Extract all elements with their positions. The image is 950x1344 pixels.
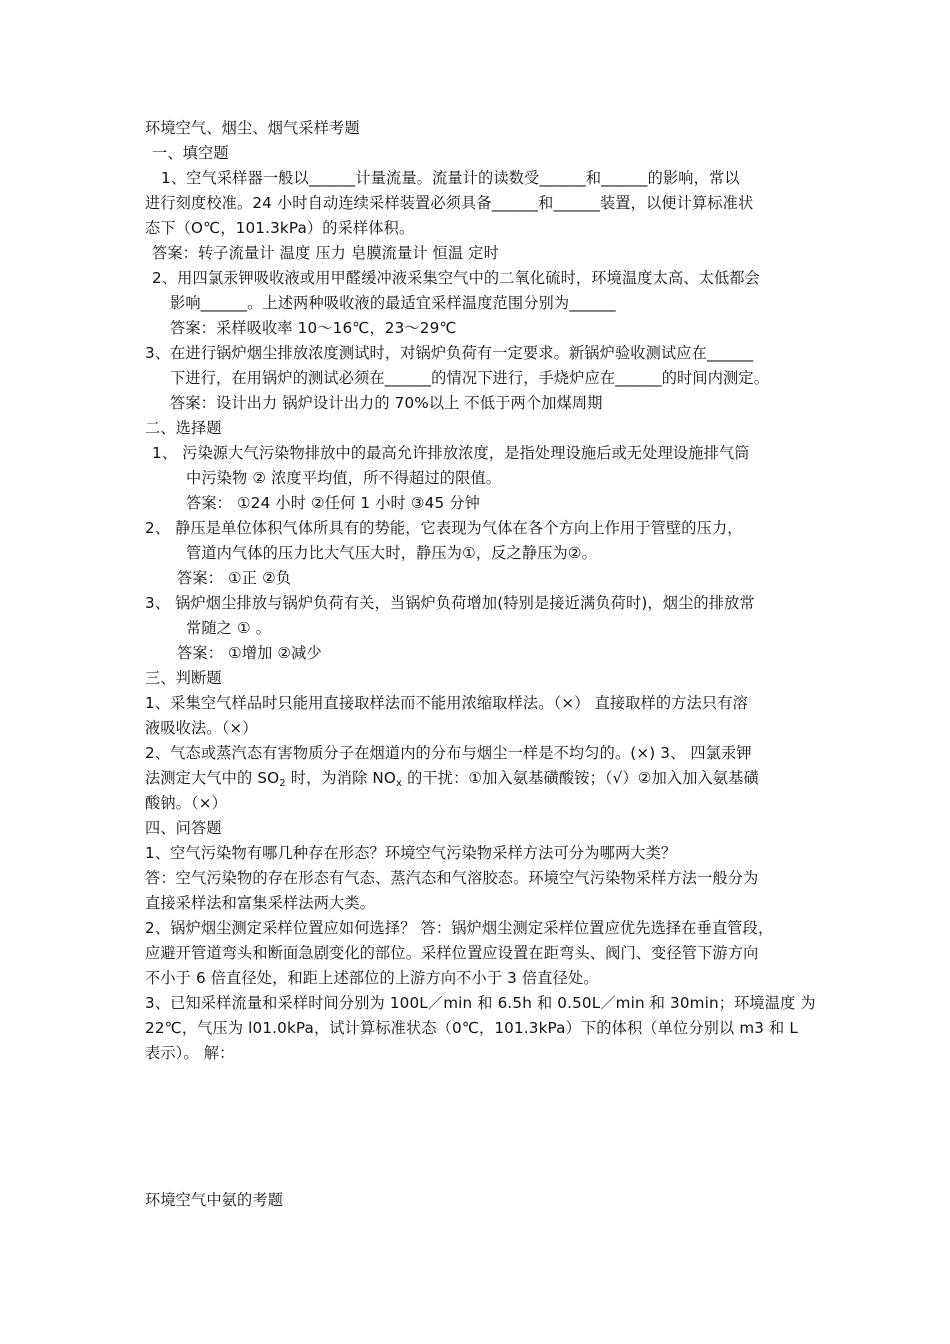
fill-q2-answer: 答案：采样吸收率 10～16℃，23～29℃ [170, 319, 457, 337]
section-heading-qa: 四、问答题 [145, 819, 222, 837]
fill-q3-line1: 3、在进行锅炉烟尘排放浓度测试时，对锅炉负荷有一定要求。新锅炉验收测试应在______ [145, 344, 754, 362]
choice-q3-line2: 常随之 ① 。 [186, 619, 272, 637]
document-title: 环境空气、烟尘、烟气采样考题 [145, 119, 360, 137]
judge-line4-part1: 法测定大气中的 SO [145, 769, 280, 787]
qa-line8: 22℃，气压为 l01.0kPa，试计算标准状态（0℃，101.3kPa）下的体积（单位分别以 m3 和 L [145, 1019, 798, 1037]
fill-q1-line2: 进行刻度校准。24 小时自动连续采样装置必须具备______和______装置，以便计算标准状 [145, 194, 754, 212]
qa-line1: 1、空气污染物有哪几种存在形态？环境空气污染物采样方法可分为哪两大类？ [145, 844, 677, 862]
fill-q2-line1: 2、用四氯汞钾吸收液或用甲醛缓冲液采集空气中的二氧化硫时，环境温度太高、太低都会 [152, 269, 760, 287]
judge-line1: 1、采集空气样品时只能用直接取样法而不能用浓缩取样法。（×） 直接取样的方法只有溶 [145, 694, 748, 712]
section-heading-choice: 二、选择题 [145, 419, 222, 437]
qa-line3: 直接采样法和富集采样法两大类。 [145, 894, 376, 912]
fill-q2-line2: 影响______。上述两种吸收液的最适宜采样温度范围分别为______ [170, 294, 616, 312]
qa-line5: 应避开管道弯头和断面急剧变化的部位。采样位置应设置在距弯头、阀门、变径管下游方向 [145, 944, 759, 962]
nox-subscript: x [396, 778, 403, 789]
choice-q2-answer: 答案： ①正 ②负 [177, 569, 292, 587]
judge-line4-part3: 的干扰：①加入氨基磺酸铵；（√）②加入加入氨基磺 [402, 769, 759, 787]
choice-q1-answer: 答案： ①24 小时 ②任何 1 小时 ③45 分钟 [186, 494, 480, 512]
judge-line4-part2: 时，为消除 NO [285, 769, 397, 787]
fill-q1-line3: 态下（O℃，101.3kPa）的采样体积。 [145, 219, 415, 237]
judge-line5: 酸钠。（×） [145, 794, 227, 812]
choice-q1-line2: 中污染物 ② 浓度平均值，所不得超过的限值。 [186, 469, 502, 487]
qa-line2: 答：空气污染物的存在形态有气态、蒸汽态和气溶胶态。环境空气污染物采样方法一般分为 [145, 869, 759, 887]
qa-line7: 3、已知采样流量和采样时间分别为 100L／min 和 6.5h 和 0.50L／min 和 30min；环境温度 为 [145, 994, 816, 1012]
qa-line6: 不小于 6 倍直径处，和距上述部位的上游方向不小于 3 倍直径处。 [145, 969, 599, 987]
choice-q2-line1: 2、 静压是单位体积气体所具有的势能，它表现为气体在各个方向上作用于管壁的压力， [145, 519, 743, 537]
section-heading-fill-blank: 一、填空题 [152, 144, 229, 162]
next-section-title: 环境空气中氨的考题 [145, 1191, 284, 1209]
fill-q1-answer: 答案：转子流量计 温度 压力 皂膜流量计 恒温 定时 [152, 244, 499, 262]
choice-q2-line2: 管道内气体的压力比大气压大时，静压为①，反之静压为②。 [186, 544, 597, 562]
section-heading-judge: 三、判断题 [145, 669, 222, 687]
judge-line3: 2、气态或蒸汽态有害物质分子在烟道内的分布与烟尘一样是不均匀的。(×) 3、 四氯汞钾 [145, 744, 752, 762]
fill-q3-answer: 答案：设计出力 锅炉设计出力的 70%以上 不低于两个加煤周期 [170, 394, 603, 412]
choice-q1-line1: 1、 污染源大气污染物排放中的最高允许排放浓度，是指处理设施后或无处理设施排气筒 [152, 444, 750, 462]
fill-q1-line1: 1、空气采样器一般以______计量流量。流量计的读数受______和______的影响，常以 [161, 169, 740, 187]
fill-q3-line2: 下进行，在用锅炉的测试必须在______的情况下进行，手烧炉应在______的时间内测定。 [170, 369, 770, 387]
qa-line4: 2、锅炉烟尘测定采样位置应如何选择？ 答：锅炉烟尘测定采样位置应优先选择在垂直管段， [145, 919, 774, 937]
so2-subscript: 2 [279, 778, 286, 789]
choice-q3-answer: 答案： ①增加 ②减少 [177, 644, 322, 662]
judge-line2: 液吸收法。（×） [145, 719, 258, 737]
qa-line9: 表示）。 解： [145, 1044, 235, 1062]
choice-q3-line1: 3、 锅炉烟尘排放与锅炉负荷有关，当锅炉负荷增加(特别是接近满负荷时)，烟尘的排放常 [145, 594, 755, 612]
judge-line4 [145, 768, 759, 788]
